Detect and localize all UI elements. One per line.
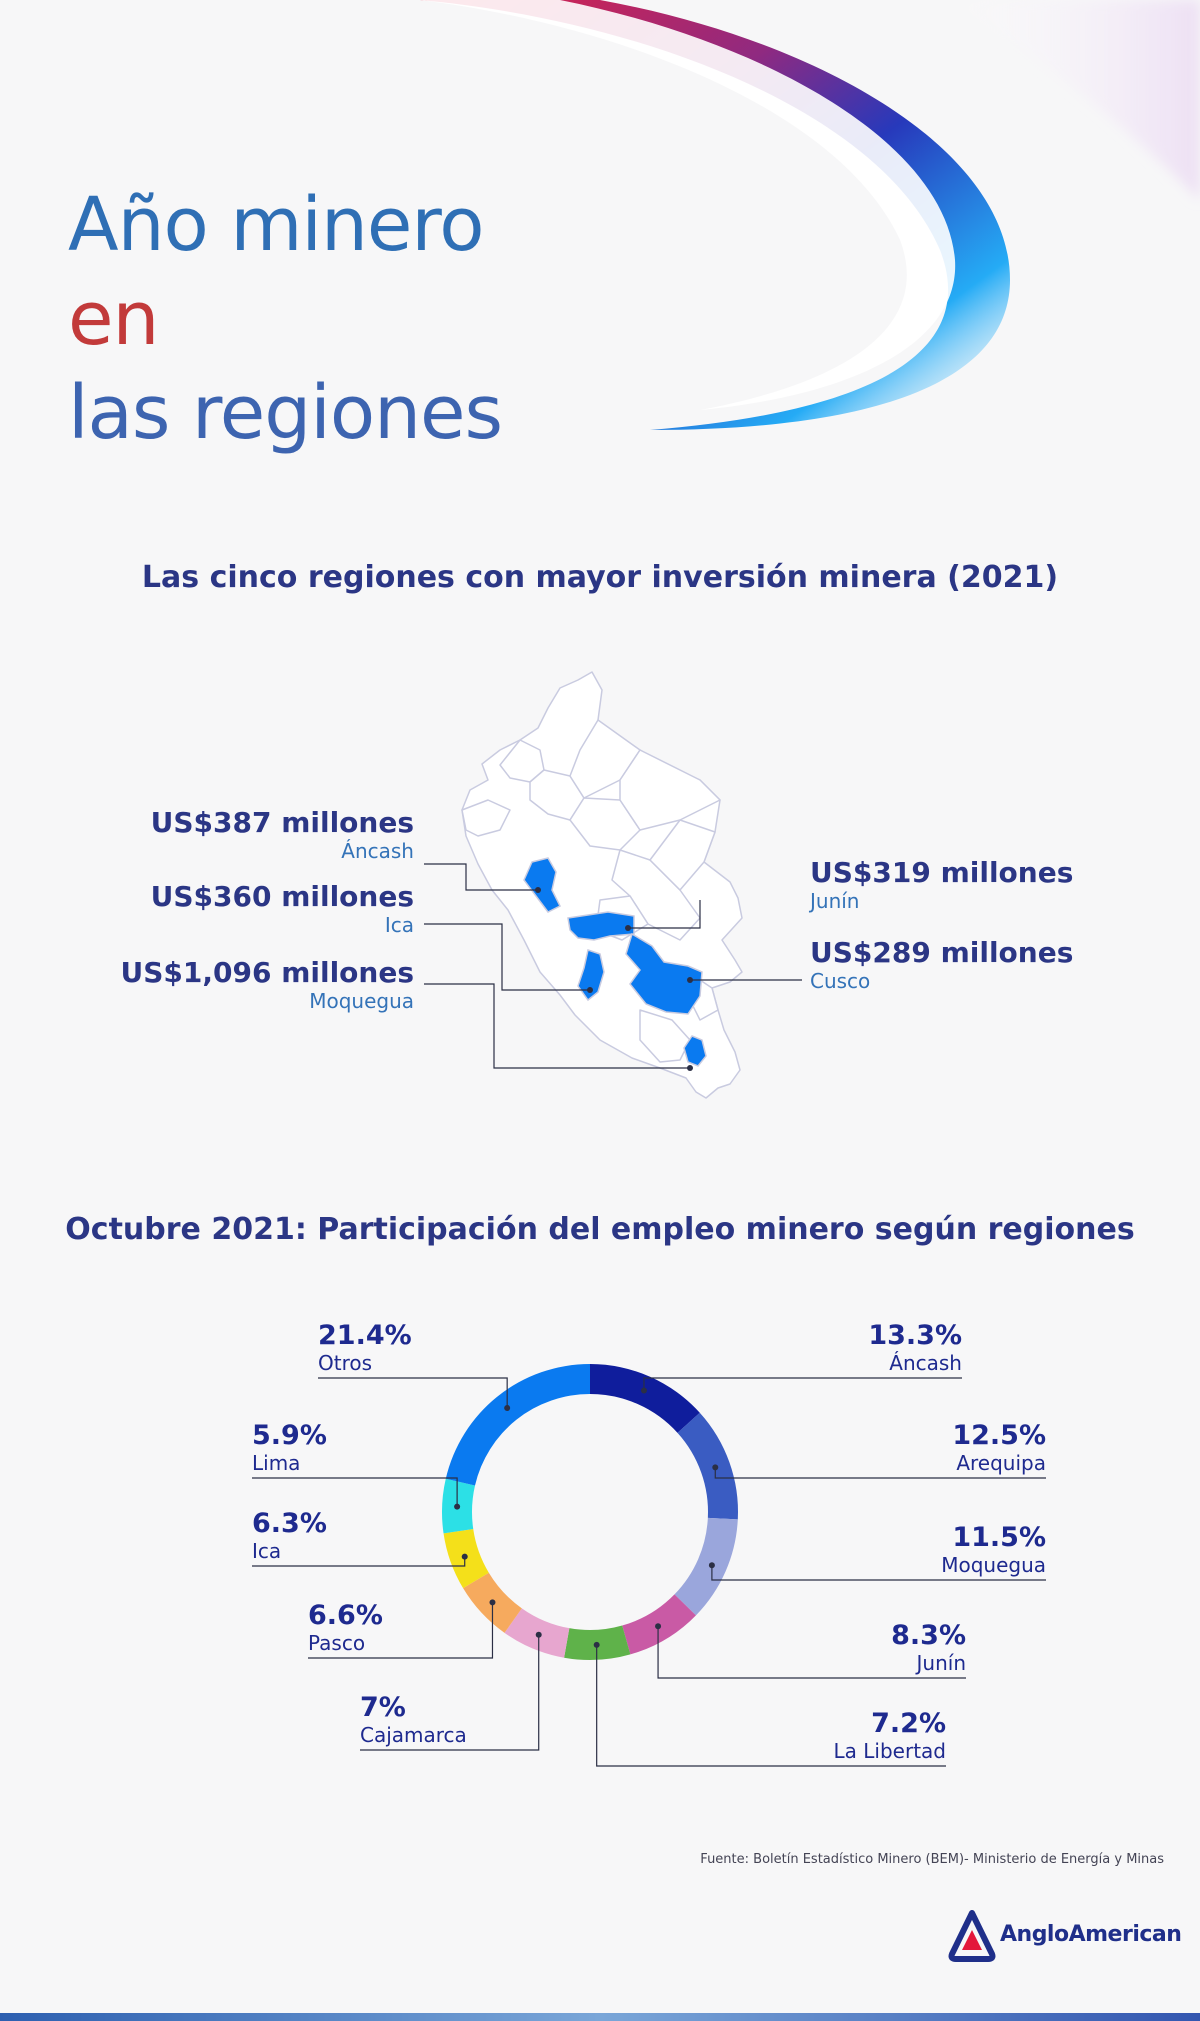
slice-name: Áncash [889,1351,962,1375]
slice-name: Moquegua [941,1553,1046,1577]
leader-dot [641,1387,647,1393]
slice-label-áncash [868,1320,962,1375]
investment-value: US$387 millones [150,806,414,839]
title-line2: las regiones [68,370,503,456]
slice-label-junín [891,1620,966,1675]
title-word: Año minero [68,182,484,268]
slice-name: Arequipa [956,1451,1046,1475]
slice-name: Cajamarca [360,1723,467,1747]
slice-value: 7.2% [871,1708,946,1739]
slice-name: Ica [252,1539,282,1563]
slice-name: Pasco [308,1631,366,1655]
slice-value: 21.4% [318,1320,412,1351]
investment-value: US$1,096 millones [120,956,414,989]
slice-name: Otros [318,1351,373,1375]
leader-line [644,1378,962,1390]
leader-dot [709,1562,715,1568]
slice-label-otros [318,1320,412,1375]
title-word-accent: en [68,276,159,362]
leader-dot [489,1599,495,1605]
investment-value: US$360 millones [150,880,414,913]
slice-label-cajamarca [360,1692,467,1747]
region-name: Junín [810,889,860,913]
slice-value: 6.6% [308,1600,383,1631]
leader-dot [587,987,593,993]
region-name: Áncash [341,839,414,863]
leader-dot [536,1632,542,1638]
logo-mark-icon [948,1910,996,1962]
leader-dot [655,1623,661,1629]
slice-value: 13.3% [868,1320,962,1351]
slice-label-ica [252,1508,327,1563]
slice-value: 7% [360,1692,406,1723]
leader-dot [712,1464,718,1470]
map-heading: Las cinco regiones con mayor inversión minera (2021) [141,560,1059,595]
slice-value: 12.5% [952,1420,1046,1451]
donut-slice-áncash [590,1364,700,1433]
donut-slice-otros [446,1364,590,1486]
donut-slice-arequipa [678,1413,738,1520]
slice-label-la-libertad [834,1708,946,1763]
slice-name: Lima [252,1451,301,1475]
region-name: Cusco [810,969,871,993]
brand-name: AngloAmerican [1000,1922,1182,1947]
donut-slice-moquegua [674,1518,737,1615]
page-title [68,178,502,460]
leader-line [252,1478,457,1507]
slice-label-arequipa [952,1420,1046,1475]
slice-value: 5.9% [252,1420,327,1451]
leader-dot [594,1642,600,1648]
slice-label-lima [252,1420,327,1475]
slice-name: Junín [916,1651,966,1675]
slice-label-pasco [308,1600,383,1655]
region-label-moquegua [121,956,415,1013]
source-note: Fuente: Boletín Estadístico Minero (BEM)- Ministerio de Energía y Minas [700,1852,1164,1867]
leader-dot [535,887,541,893]
region-label-ica [151,880,414,937]
investment-value: US$319 millones [810,856,1074,889]
region-label-junin [810,856,1073,913]
leader-line [318,1378,507,1408]
anglo-american-logo [948,1910,1182,1962]
chart-heading: Octubre 2021: Participación del empleo minero según regiones [65,1212,1135,1247]
region-name: Ica [384,913,414,937]
leader-dot [687,1065,693,1071]
investment-value: US$289 millones [810,936,1074,969]
region-label-ancash [151,806,414,863]
leader-dot [625,925,631,931]
slice-name: La Libertad [833,1739,946,1763]
slice-value: 6.3% [252,1508,327,1539]
leader-dot [687,977,693,983]
slice-value: 11.5% [952,1522,1046,1553]
leader-dot [504,1405,510,1411]
leader-dot [462,1554,468,1560]
region-label-cusco [810,936,1073,993]
leader-dot [454,1504,460,1510]
bottom-bar [0,2013,1200,2021]
slice-label-moquegua [941,1522,1046,1577]
slice-value: 8.3% [891,1620,966,1651]
region-name: Moquegua [309,989,414,1013]
